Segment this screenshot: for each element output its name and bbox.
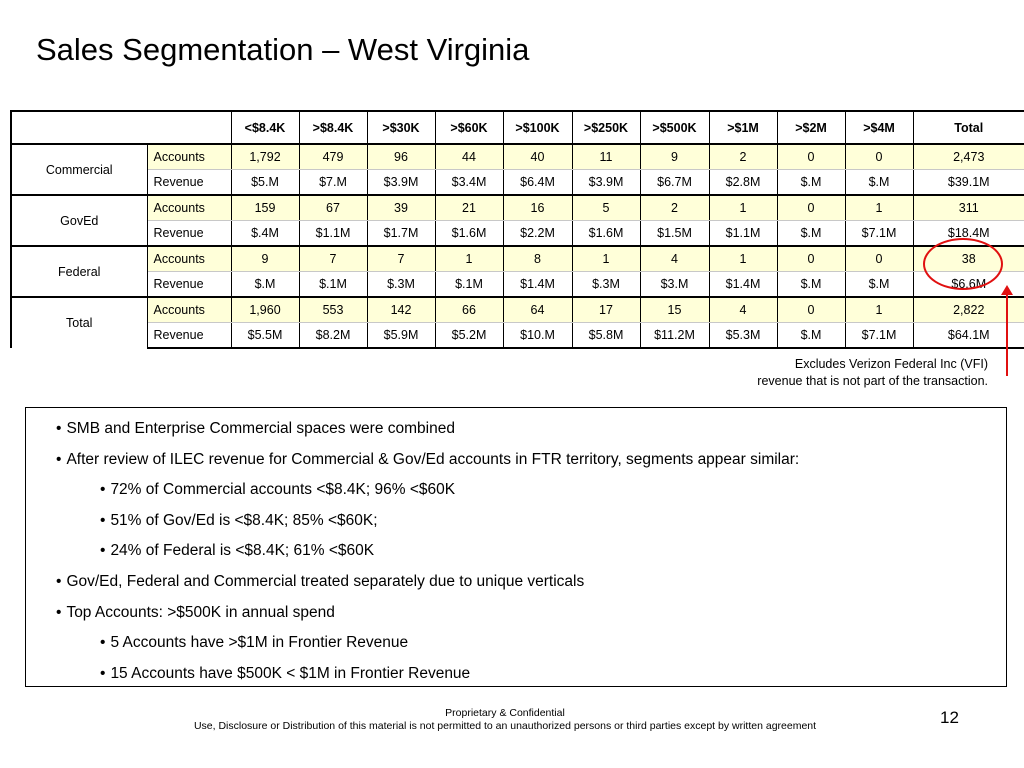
column-header: Total	[913, 111, 1024, 144]
bullet-item	[26, 598, 1006, 629]
footer-disclaimer: Use, Disclosure or Distribution of this material is not permitted to an unauthorized persons or third parties except by written agreement	[193, 720, 817, 732]
vfi-note-line-2: revenue that is not part of the transaction.	[757, 374, 988, 388]
table-cell: 96	[367, 144, 435, 170]
footer-confidential: Proprietary & Confidential	[445, 707, 565, 719]
segment-label: Federal	[11, 246, 147, 297]
table-cell: $3.4M	[435, 170, 503, 196]
table-cell: 16	[503, 195, 572, 221]
table-cell: 159	[231, 195, 299, 221]
table-cell: 67	[299, 195, 367, 221]
table-cell: $39.1M	[913, 170, 1024, 196]
metric-label: Revenue	[147, 323, 231, 349]
bullet-icon: •	[56, 450, 62, 468]
table-cell: $3.9M	[367, 170, 435, 196]
table-cell: 479	[299, 144, 367, 170]
table-cell: 5	[572, 195, 640, 221]
table-cell: 7	[299, 246, 367, 272]
bullet-item	[26, 567, 1006, 598]
table-cell: $5.5M	[231, 323, 299, 349]
table-cell: 553	[299, 297, 367, 323]
bullet-text: 5 Accounts have >$1M in Frontier Revenue	[110, 634, 409, 652]
column-header: >$2M	[777, 111, 845, 144]
table-cell: $10.M	[503, 323, 572, 349]
table-cell: $.M	[777, 272, 845, 298]
bullet-item	[26, 414, 1006, 445]
bullet-item	[26, 506, 1006, 537]
bullet-icon: •	[100, 634, 106, 652]
table-cell: $5.9M	[367, 323, 435, 349]
table-cell: 0	[777, 195, 845, 221]
metric-label: Accounts	[147, 144, 231, 170]
page-number: 12	[940, 708, 959, 727]
column-header: >$100K	[503, 111, 572, 144]
table-cell: $2.2M	[503, 221, 572, 247]
column-header: <$8.4K	[231, 111, 299, 144]
table-header-row	[11, 111, 1024, 144]
table-cell: $5.M	[231, 170, 299, 196]
vfi-note-line-1: Excludes Verizon Federal Inc (VFI)	[794, 357, 988, 371]
table-row	[11, 272, 1024, 298]
bullet-text: 72% of Commercial accounts <$8.4K; 96% <$60K	[110, 481, 456, 499]
table-cell: 1,960	[231, 297, 299, 323]
bullet-icon: •	[100, 542, 106, 560]
table-cell: $.M	[845, 170, 913, 196]
table-row	[11, 221, 1024, 247]
metric-label: Revenue	[147, 170, 231, 196]
table-cell: $1.7M	[367, 221, 435, 247]
bullet-box	[25, 407, 1007, 687]
table-cell: $.3M	[572, 272, 640, 298]
bullet-list	[26, 408, 1006, 689]
metric-label: Accounts	[147, 246, 231, 272]
table-cell: 4	[640, 246, 709, 272]
table-cell: $6.4M	[503, 170, 572, 196]
table-cell: $8.2M	[299, 323, 367, 349]
table-cell: $.M	[845, 272, 913, 298]
table-cell: 44	[435, 144, 503, 170]
table-body	[11, 144, 1024, 348]
column-header: >$4M	[845, 111, 913, 144]
table-cell: $5.2M	[435, 323, 503, 349]
bullet-icon: •	[56, 603, 62, 621]
table-row	[11, 144, 1024, 170]
table-cell: 0	[777, 297, 845, 323]
column-header: >$1M	[709, 111, 777, 144]
table-cell: $1.4M	[503, 272, 572, 298]
table-cell: 66	[435, 297, 503, 323]
table-cell: 21	[435, 195, 503, 221]
table-row	[11, 323, 1024, 349]
table-cell: 11	[572, 144, 640, 170]
bullet-text: Top Accounts: >$500K in annual spend	[66, 603, 335, 621]
table-row	[11, 297, 1024, 323]
table-row	[11, 195, 1024, 221]
table-cell: 1	[845, 195, 913, 221]
table-cell: 8	[503, 246, 572, 272]
table-cell: 311	[913, 195, 1024, 221]
table-cell: 0	[777, 144, 845, 170]
table-cell: 2,822	[913, 297, 1024, 323]
table-cell: $.M	[777, 323, 845, 349]
table-cell: 2	[640, 195, 709, 221]
table-cell: $.M	[777, 221, 845, 247]
table-cell: $3.9M	[572, 170, 640, 196]
table-cell: $7.1M	[845, 221, 913, 247]
table-cell: 1,792	[231, 144, 299, 170]
table-cell: $1.1M	[299, 221, 367, 247]
column-header: >$8.4K	[299, 111, 367, 144]
metric-label: Accounts	[147, 195, 231, 221]
table-cell: 142	[367, 297, 435, 323]
table-cell: $1.4M	[709, 272, 777, 298]
bullet-text: SMB and Enterprise Commercial spaces were combined	[66, 420, 455, 437]
table-cell: $1.5M	[640, 221, 709, 247]
table-cell: $7.M	[299, 170, 367, 196]
bullet-icon: •	[100, 481, 106, 499]
vfi-note	[757, 356, 988, 390]
segment-label: Commercial	[11, 144, 147, 195]
table-cell: $.3M	[367, 272, 435, 298]
bullet-item	[26, 628, 1006, 659]
bullet-item	[26, 659, 1006, 690]
table-cell: $11.2M	[640, 323, 709, 349]
table-cell: 1	[572, 246, 640, 272]
table-cell: 38	[913, 246, 1024, 272]
table-cell: 1	[845, 297, 913, 323]
table-cell: 39	[367, 195, 435, 221]
table-cell: 1	[709, 195, 777, 221]
table-cell: $6.7M	[640, 170, 709, 196]
footer	[0, 707, 1010, 733]
segment-label: GovEd	[11, 195, 147, 246]
arrow-line	[1006, 292, 1008, 376]
table-cell: $1.6M	[572, 221, 640, 247]
table-cell: 2,473	[913, 144, 1024, 170]
table-cell: $7.1M	[845, 323, 913, 349]
table-cell: $18.4M	[913, 221, 1024, 247]
highlight-circle	[923, 238, 1003, 290]
table-cell: $.1M	[299, 272, 367, 298]
table-cell: 9	[231, 246, 299, 272]
table-cell: 0	[845, 144, 913, 170]
segment-label: Total	[11, 297, 147, 348]
bullet-text: 15 Accounts have $500K < $1M in Frontier Revenue	[110, 664, 471, 682]
bullet-item	[26, 445, 1006, 476]
table-cell: 17	[572, 297, 640, 323]
bullet-text: After review of ILEC revenue for Commercial & Gov/Ed accounts in FTR territory, segments appear similar:	[66, 450, 800, 468]
table-cell: $1.1M	[709, 221, 777, 247]
bullet-icon: •	[100, 511, 106, 529]
table-cell: $5.8M	[572, 323, 640, 349]
table-cell: 7	[367, 246, 435, 272]
table-cell: 0	[777, 246, 845, 272]
table-cell: 9	[640, 144, 709, 170]
column-header: >$250K	[572, 111, 640, 144]
bullet-icon: •	[100, 664, 106, 682]
table-cell: 4	[709, 297, 777, 323]
table-cell: $3.M	[640, 272, 709, 298]
table-cell: 15	[640, 297, 709, 323]
table-cell: $64.1M	[913, 323, 1024, 349]
table-row	[11, 246, 1024, 272]
table-cell: 1	[435, 246, 503, 272]
column-header: >$30K	[367, 111, 435, 144]
bullet-text: 24% of Federal is <$8.4K; 61% <$60K	[110, 542, 375, 560]
table-cell: $.M	[231, 272, 299, 298]
table-cell: $.M	[777, 170, 845, 196]
table-cell: 1	[709, 246, 777, 272]
column-header: >$500K	[640, 111, 709, 144]
slide-title: Sales Segmentation – West Virginia	[36, 32, 530, 67]
column-header: >$60K	[435, 111, 503, 144]
table-cell: 2	[709, 144, 777, 170]
bullet-item	[26, 536, 1006, 567]
bullet-text: 51% of Gov/Ed is <$8.4K; 85% <$60K;	[110, 511, 378, 529]
table-cell: 64	[503, 297, 572, 323]
bullet-icon: •	[56, 572, 62, 590]
table-cell: $.1M	[435, 272, 503, 298]
table-cell: $2.8M	[709, 170, 777, 196]
table-row	[11, 170, 1024, 196]
table-cell: $1.6M	[435, 221, 503, 247]
metric-label: Accounts	[147, 297, 231, 323]
header-corner-cell	[11, 111, 231, 144]
segmentation-table	[10, 110, 1024, 349]
metric-label: Revenue	[147, 221, 231, 247]
table-cell: $.4M	[231, 221, 299, 247]
table-cell: $5.3M	[709, 323, 777, 349]
table-cell: 40	[503, 144, 572, 170]
bullet-icon: •	[56, 420, 62, 437]
table-cell: $6.6M	[913, 272, 1024, 298]
bullet-text: Gov/Ed, Federal and Commercial treated separately due to unique verticals	[66, 572, 585, 590]
table-cell: 0	[845, 246, 913, 272]
metric-label: Revenue	[147, 272, 231, 298]
bullet-item	[26, 475, 1006, 506]
